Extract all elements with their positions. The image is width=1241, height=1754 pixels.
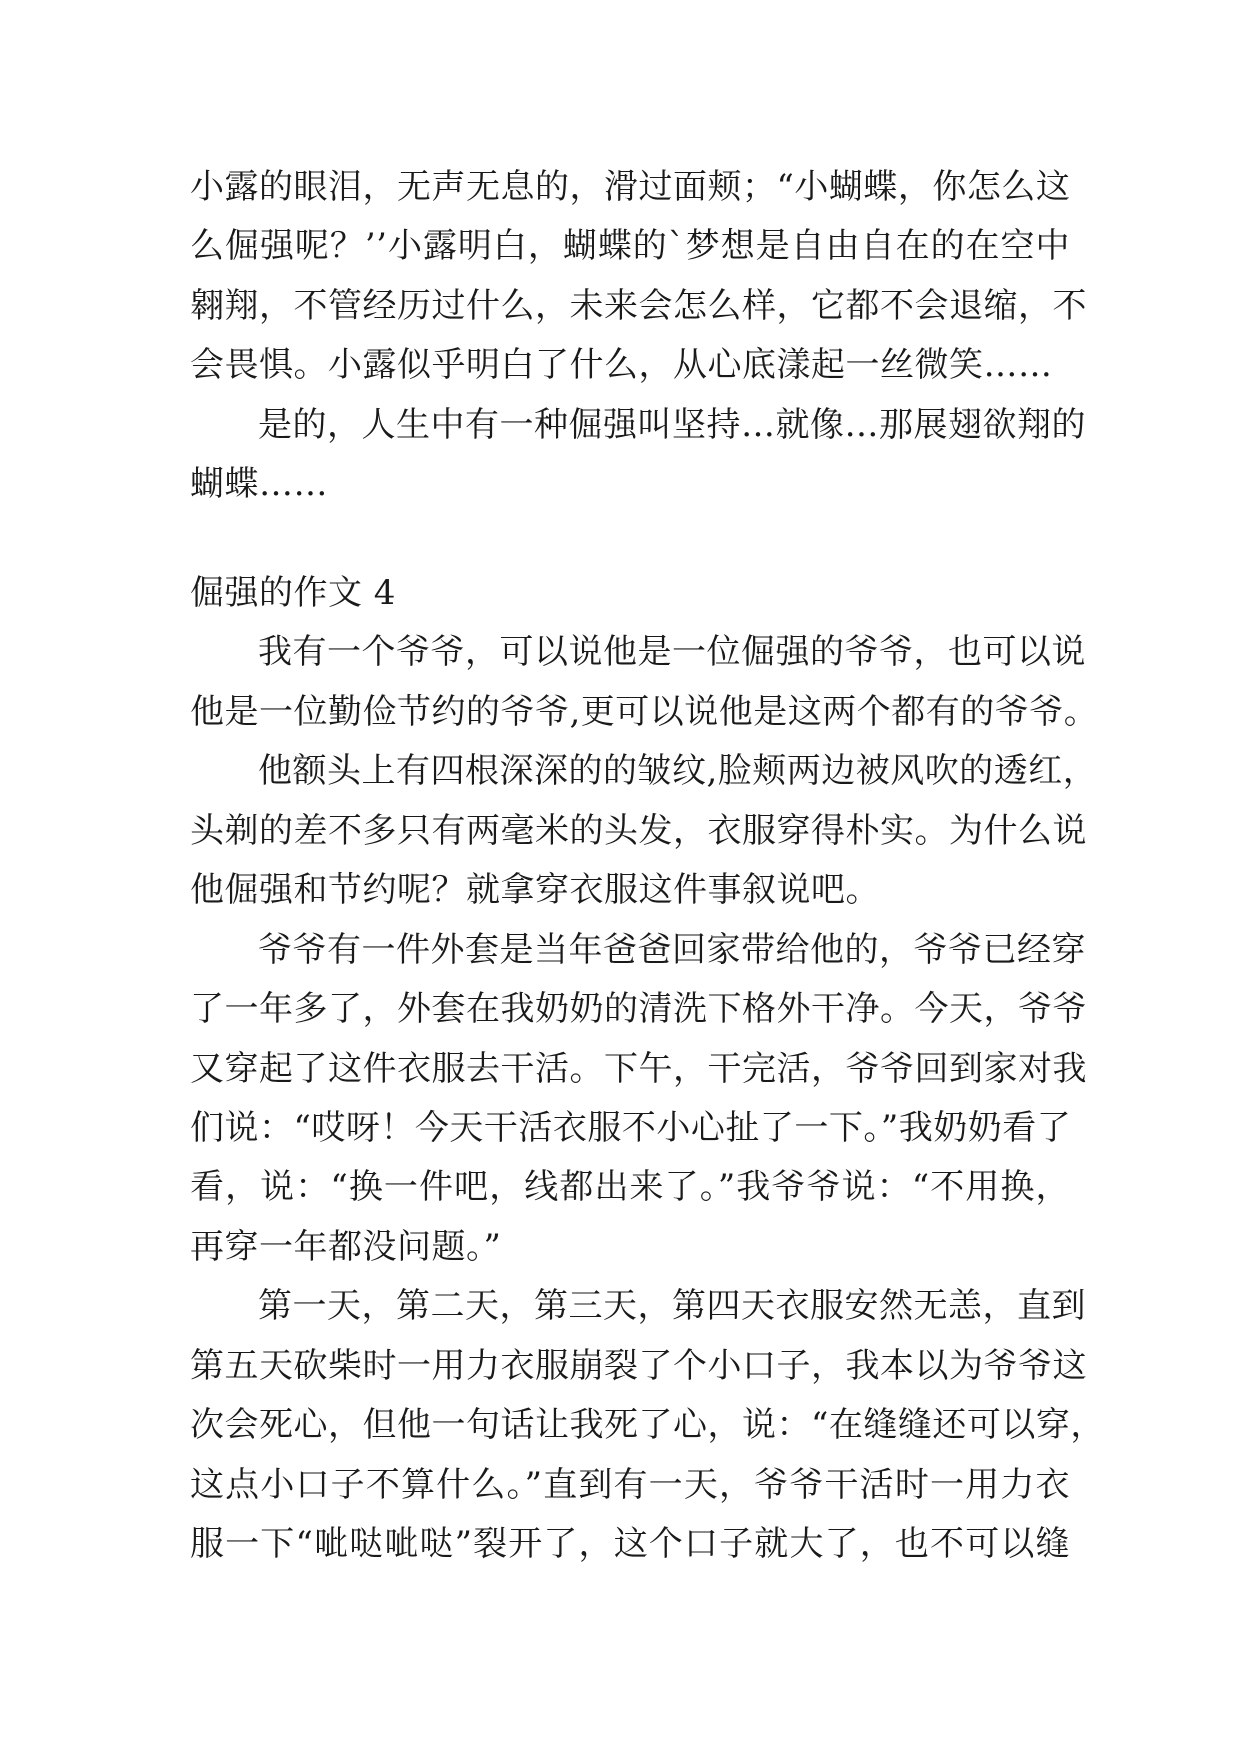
text-line: 小露的眼泪，无声无息的，滑过面颊；“小蝴蝶，你怎么这 xyxy=(190,167,1071,207)
text-line: 他是一位勤俭节约的爷爷,更可以说他是这两个都有的爷爷。 xyxy=(190,692,1099,732)
text-line: 他额头上有四根深深的的皱纹,脸颊两边被风吹的透红， xyxy=(258,751,1098,791)
text-line: 头剃的差不多只有两毫米的头发，衣服穿得朴实。为什么说 xyxy=(190,811,1087,851)
text-line: 服一下“呲哒呲哒”裂开了，这个口子就大了，也不可以缝 xyxy=(190,1524,1070,1564)
text-line: 第一天，第二天，第三天，第四天衣服安然无恙，直到 xyxy=(258,1286,1086,1326)
text-line: 他倔强和节约呢？就拿穿衣服这件事叙说吧。 xyxy=(190,870,880,910)
text-line: 我有一个爷爷，可以说他是一位倔强的爷爷，也可以说 xyxy=(258,632,1086,672)
text-line: 们说：“哎呀！今天干活衣服不小心扯了一下。”我奶奶看了 xyxy=(190,1108,1072,1148)
text-line: 次会死心，但他一句话让我死了心，说：“在缝缝还可以穿， xyxy=(190,1405,1105,1445)
text-line: 么倔强呢？’’小露明白，蝴蝶的`梦想是自由自在的在空中 xyxy=(190,226,1070,266)
text-line: 蝴蝶…… xyxy=(190,464,328,504)
text-line: 第五天砍柴时一用力衣服崩裂了个小口子，我本以为爷爷这 xyxy=(190,1346,1087,1386)
text-line: 翱翔，不管经历过什么，未来会怎么样，它都不会退缩，不 xyxy=(190,286,1087,326)
text-line: 是的，人生中有一种倔强叫坚持…就像…那展翅欲翔的 xyxy=(258,405,1086,445)
text-line: 爷爷有一件外套是当年爸爸回家带给他的，爷爷已经穿 xyxy=(258,930,1086,970)
text-line: 这点小口子不算什么。”直到有一天，爷爷干活时一用力衣 xyxy=(190,1465,1070,1505)
text-line: 会畏惧。小露似乎明白了什么，从心底漾起一丝微笑…… xyxy=(190,345,1053,385)
text-line: 了一年多了，外套在我奶奶的清洗下格外干净。今天，爷爷 xyxy=(190,989,1087,1029)
text-line: 又穿起了这件衣服去干活。下午，干完活，爷爷回到家对我 xyxy=(190,1049,1087,1089)
essay-title: 倔强的作文 4 xyxy=(190,573,396,613)
text-line: 看，说：“换一件吧，线都出来了。”我爷爷说：“不用换， xyxy=(190,1167,1070,1207)
text-line: 再穿一年都没问题。” xyxy=(190,1227,502,1267)
